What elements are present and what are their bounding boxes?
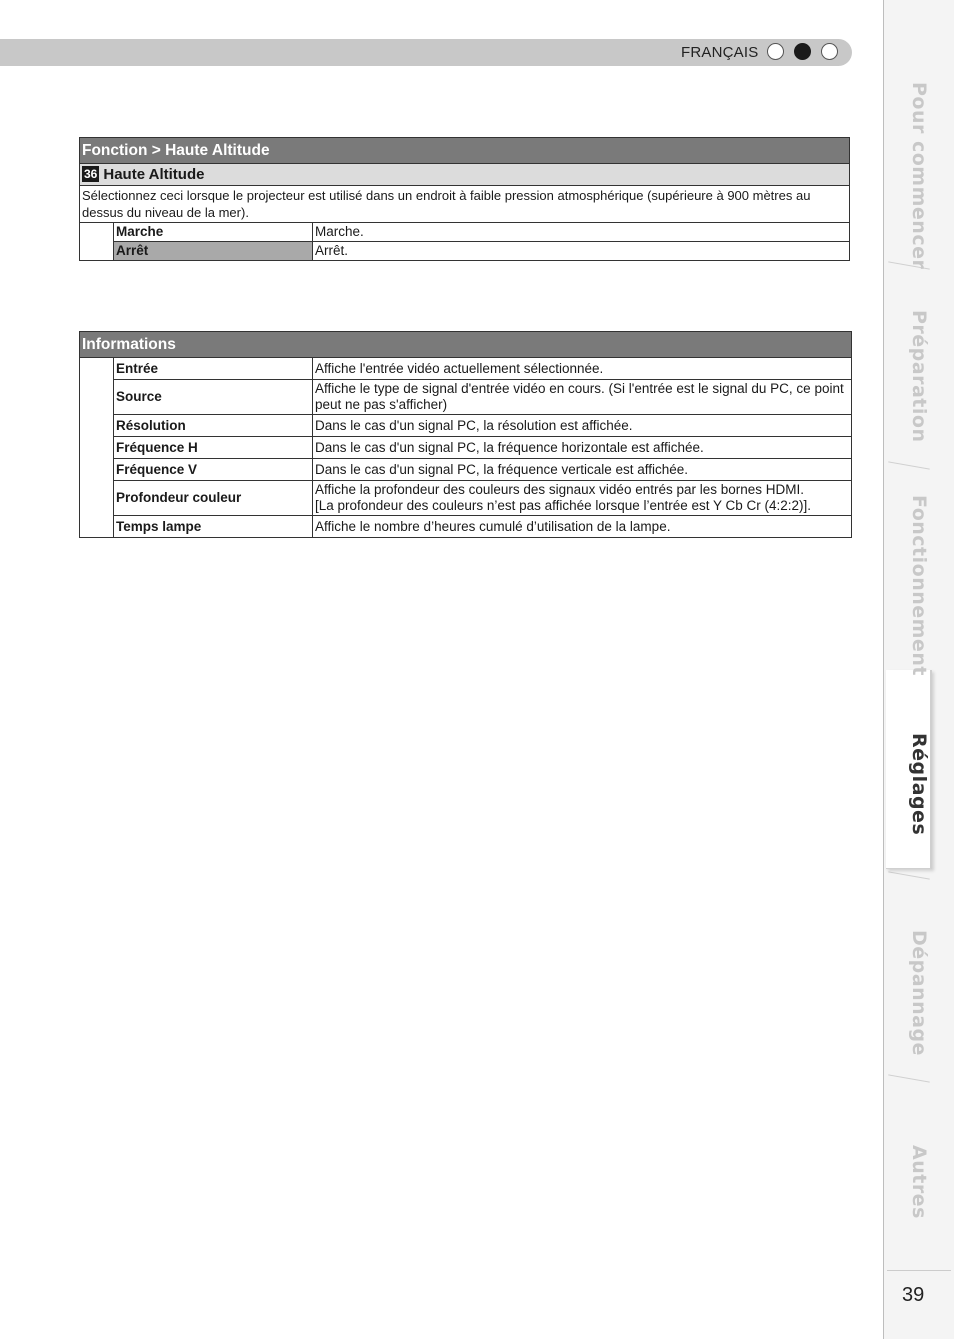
- info-value: Affiche l'entrée vidéo actuellement sélectionnée.: [313, 358, 852, 380]
- info-label: Source: [114, 380, 313, 415]
- language-label: FRANÇAIS: [681, 44, 759, 61]
- option-label: Marche: [114, 223, 313, 242]
- info-label: Temps lampe: [114, 516, 313, 538]
- info-value: Affiche le nombre d’heures cumulé d’utilisation de la lampe.: [313, 516, 852, 538]
- table-title: Fonction > Haute Altitude: [80, 138, 850, 164]
- tab-depannage[interactable]: Dépannage: [908, 930, 930, 1056]
- option-label-selected: Arrêt: [114, 242, 313, 261]
- tab-fonctionnement[interactable]: Fonctionnement: [908, 495, 930, 676]
- info-label: Résolution: [114, 415, 313, 437]
- option-value: Marche.: [313, 223, 850, 242]
- tab-reglages[interactable]: Réglages: [908, 733, 930, 836]
- chapter-dot-active-icon: [794, 43, 811, 60]
- info-label: Profondeur couleur: [114, 481, 313, 516]
- table-title: Informations: [80, 332, 852, 358]
- item-description: Sélectionnez ceci lorsque le projecteur est utilisé dans un endroit à faible pression atmosphérique (supérieure à 900 mètres au dessus du niveau de la mer).: [80, 186, 850, 223]
- info-value: Affiche le type de signal d'entrée vidéo en cours. (Si l'entrée est le signal du PC, ce point peut ne pas s'afficher): [313, 380, 852, 415]
- blank-cell: [80, 223, 114, 261]
- info-value-line: Affiche la profondeur des couleurs des signaux vidéo entrés par les bornes HDMI.: [315, 482, 805, 497]
- tab-pour-commencer[interactable]: Pour commencer: [908, 82, 930, 270]
- info-label: Fréquence V: [114, 459, 313, 481]
- chapter-dot-icon: [767, 43, 784, 60]
- info-label: Entrée: [114, 358, 313, 380]
- blank-cell: [80, 358, 114, 538]
- tab-autres[interactable]: Autres: [908, 1145, 930, 1219]
- info-value: [313, 481, 852, 516]
- info-value-line: [La profondeur des couleurs n’est pas affichée lorsque l’entrée est Y Cb Cr (4:2:2)].: [315, 498, 812, 513]
- page-number: 39: [902, 1284, 925, 1306]
- chapter-dot-icon: [821, 43, 838, 60]
- option-value: Arrêt.: [313, 242, 850, 261]
- info-value: Dans le cas d'un signal PC, la fréquence verticale est affichée.: [313, 459, 852, 481]
- table-haute-altitude: [79, 137, 850, 261]
- item-title: Haute Altitude: [103, 166, 205, 183]
- table-informations: [79, 331, 852, 538]
- info-value: Dans le cas d'un signal PC, la résolution est affichée.: [313, 415, 852, 437]
- tab-preparation[interactable]: Préparation: [908, 310, 930, 443]
- info-label: Fréquence H: [114, 437, 313, 459]
- item-heading: [80, 164, 850, 186]
- item-number-badge: 36: [84, 167, 98, 181]
- info-value: Dans le cas d'un signal PC, la fréquence horizontale est affichée.: [313, 437, 852, 459]
